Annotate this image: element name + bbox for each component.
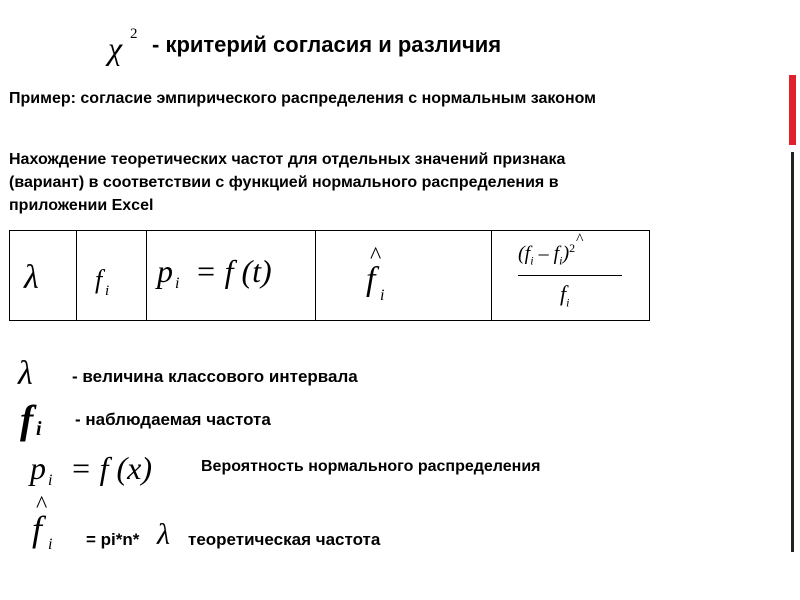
header-chi-term [492, 231, 649, 320]
header-probability [147, 231, 315, 320]
header-lambda [10, 231, 76, 320]
fraction-hat: ^ [576, 231, 584, 248]
legend-fhat-symbol: f [32, 509, 43, 549]
p-equation: = f (t) [195, 253, 272, 289]
f-subscript: i [105, 283, 110, 299]
fhat-subscript: i [380, 287, 385, 304]
legend-fhat-text-post: теоретическая частота [188, 530, 381, 549]
legend-fhat-subscript: i [48, 536, 53, 553]
fhat-symbol: f [366, 261, 376, 298]
description-line-1: Нахождение теоретических частот для отдельных значений признака [9, 151, 566, 168]
chi-symbol: χ [108, 30, 123, 66]
fraction-bar [518, 275, 622, 276]
legend-lambda-text: - величина классового интервала [72, 367, 358, 386]
p-symbol: p [157, 253, 173, 289]
legend-f-symbol: f [20, 397, 34, 442]
legend-p-subscript: i [48, 472, 53, 489]
f-symbol: f [95, 265, 103, 294]
accent-bar-dark [791, 152, 794, 552]
p-subscript: i [175, 275, 180, 292]
legend-f-subscript: i [36, 418, 42, 440]
example-text: Пример: согласие эмпирического распределения с нормальным законом [9, 90, 596, 107]
legend-p-text: Вероятность нормального распределения [201, 458, 541, 475]
hat-symbol: ^ [370, 243, 382, 269]
formula-table [9, 230, 650, 321]
title-text: - критерий согласия и различия [152, 32, 502, 57]
fraction-denominator: $f_i$ [560, 281, 570, 310]
legend-fhat-hat: ^ [36, 492, 48, 518]
fraction-numerator: $(f_i - f_i)^2$ [518, 241, 576, 268]
chi-superscript: 2 [130, 26, 138, 42]
slide-title [108, 26, 502, 66]
description-line-2: (вариант) в соответствии с функцией нормального распределения в [9, 174, 559, 191]
legend-p-equation: = f (x) [70, 450, 152, 486]
legend-fhat-text-pre: = pi*n* [86, 530, 140, 549]
legend-lambda-symbol: λ [18, 355, 33, 392]
accent-bar-red [789, 75, 796, 145]
description-line-3: приложении Excel [9, 197, 154, 214]
legend-p-symbol: p [30, 450, 46, 486]
legend-f-text: - наблюдаемая частота [75, 410, 271, 429]
lambda-symbol: λ [24, 259, 39, 296]
header-fhat [316, 231, 491, 320]
legend-fhat-lambda: λ [157, 518, 170, 551]
header-f [77, 231, 146, 320]
